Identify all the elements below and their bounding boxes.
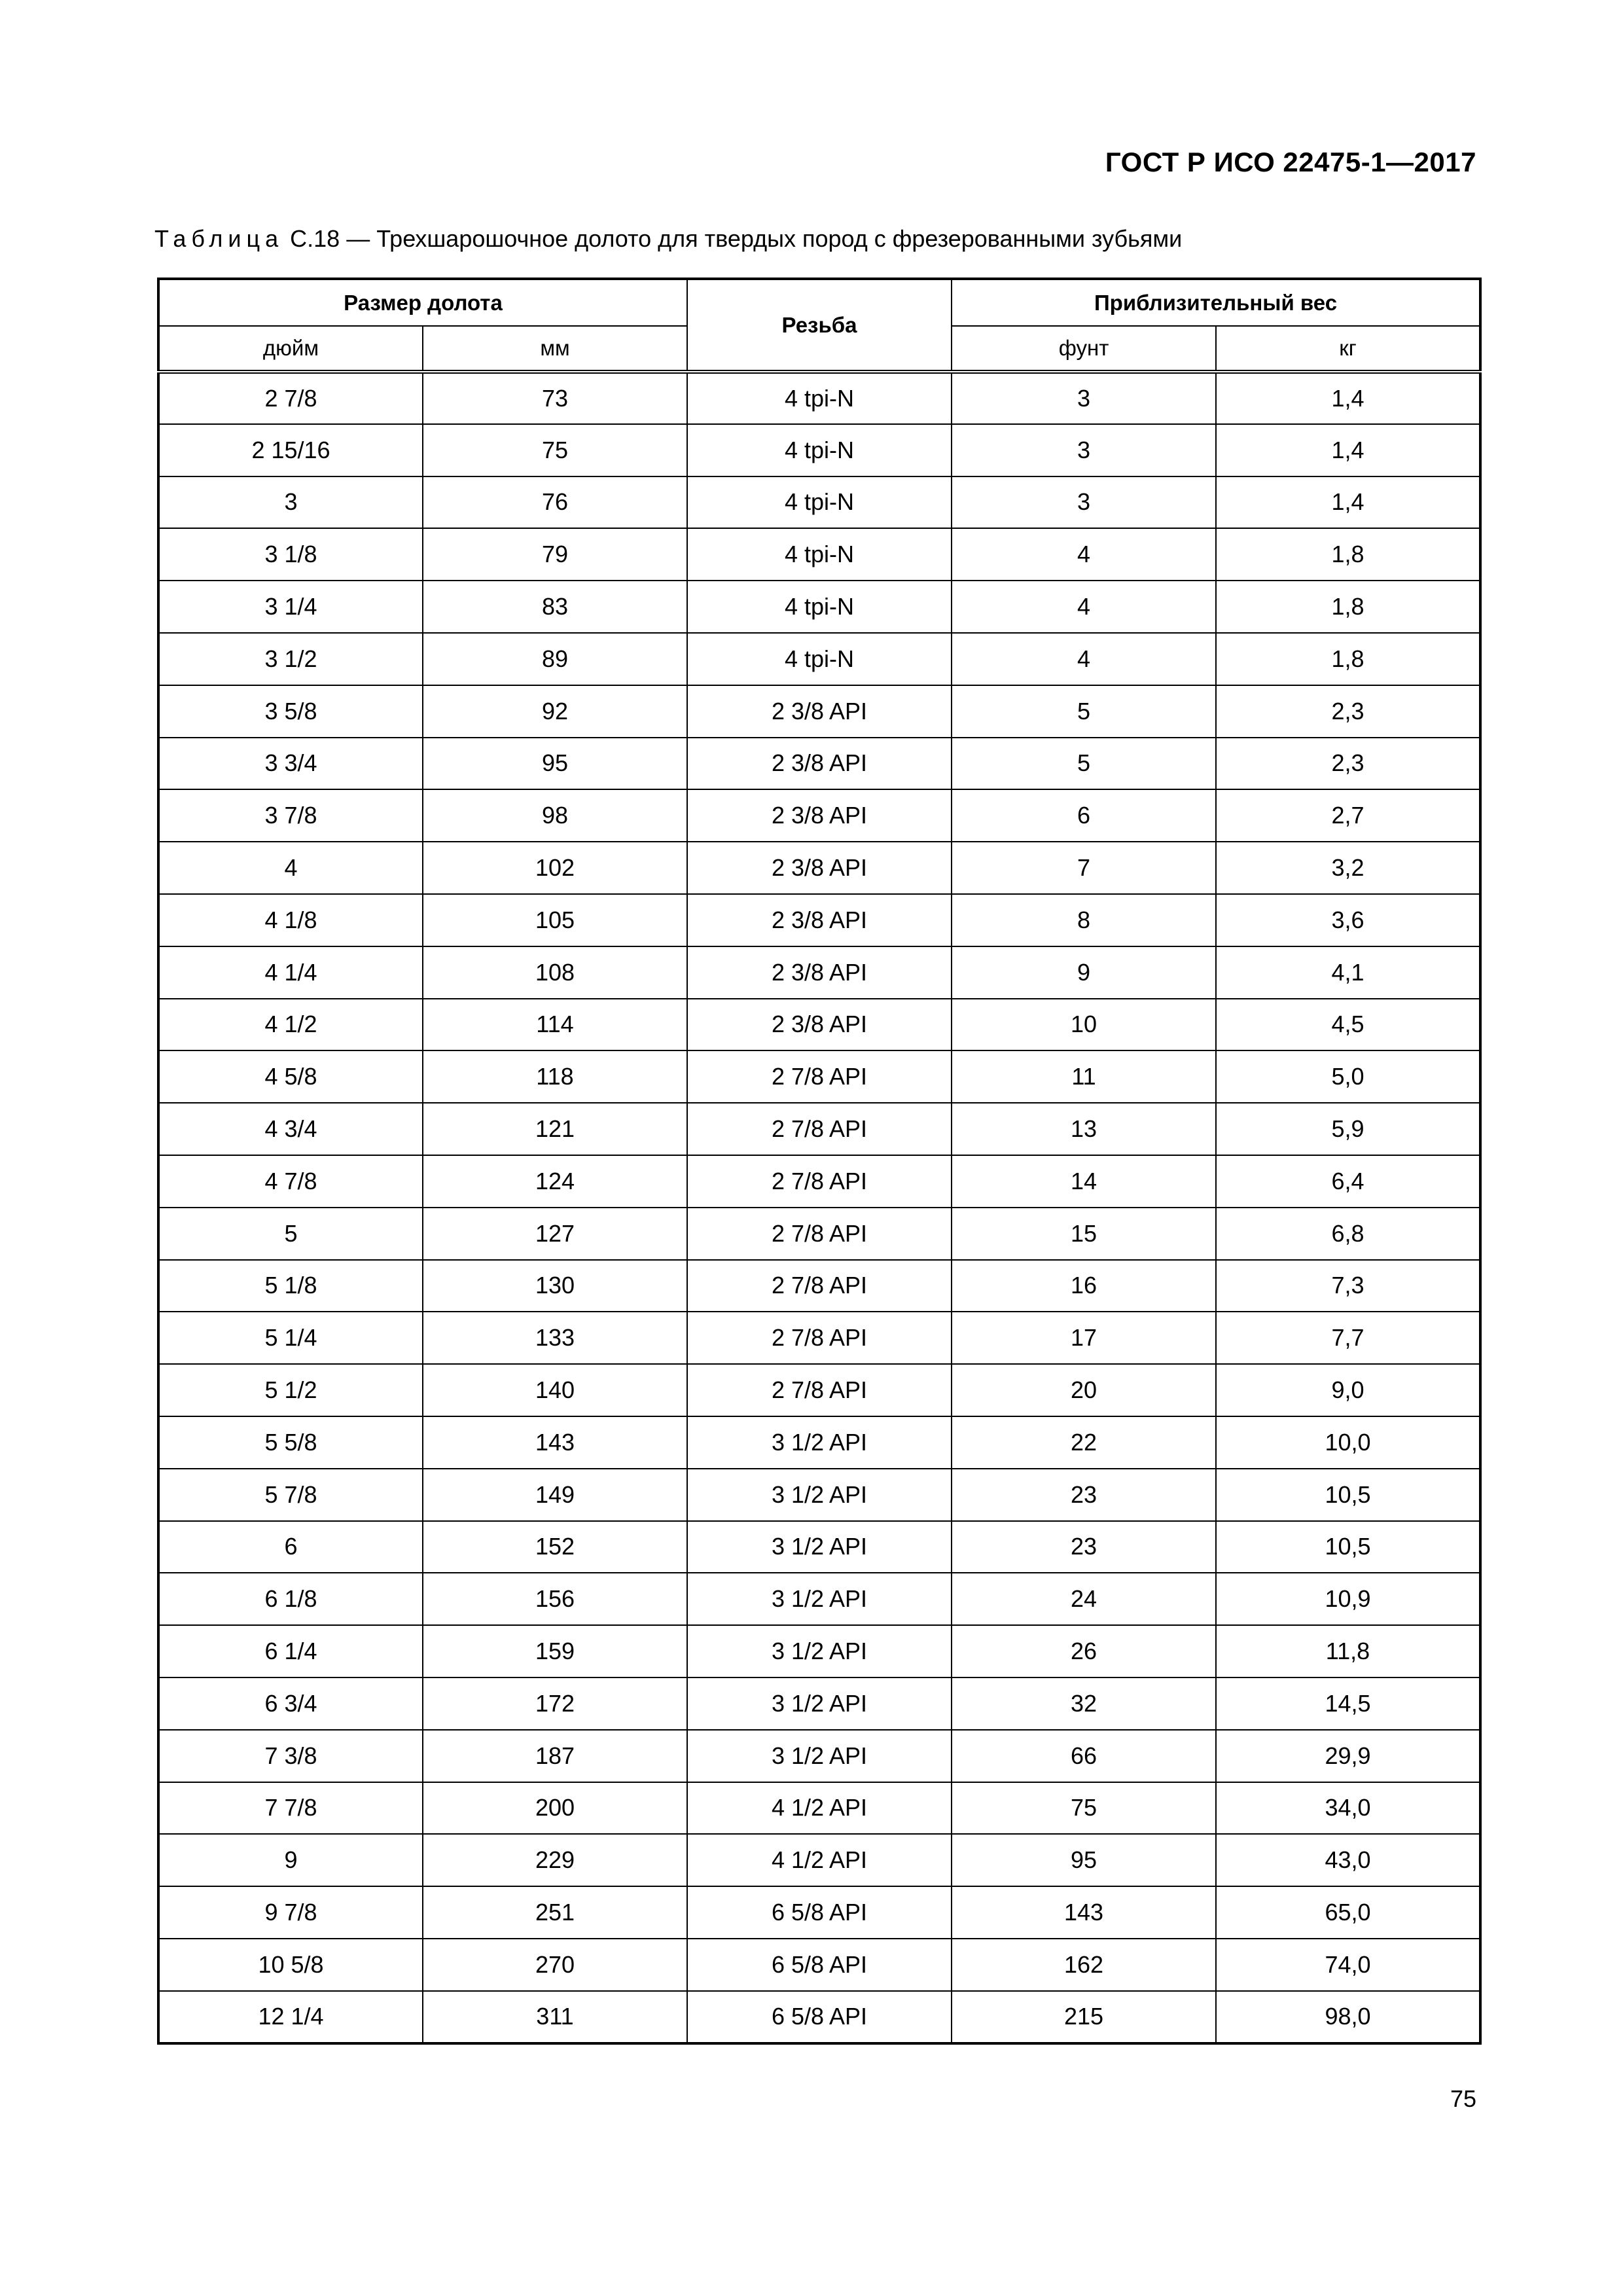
cell-lb: 14 — [952, 1155, 1216, 1208]
header-kg: кг — [1216, 326, 1480, 372]
cell-thread: 3 1/2 API — [687, 1521, 952, 1573]
cell-inch: 4 1/2 — [158, 999, 423, 1051]
table-row — [158, 1625, 1480, 1677]
cell-thread: 2 7/8 API — [687, 1260, 952, 1312]
table-row — [158, 946, 1480, 999]
cell-mm: 114 — [423, 999, 687, 1051]
cell-kg: 65,0 — [1216, 1886, 1480, 1939]
table-row — [158, 528, 1480, 581]
cell-kg: 3,6 — [1216, 894, 1480, 946]
cell-inch: 4 5/8 — [158, 1050, 423, 1103]
cell-lb: 10 — [952, 999, 1216, 1051]
cell-thread: 4 tpi-N — [687, 476, 952, 529]
cell-mm: 121 — [423, 1103, 687, 1155]
cell-kg: 7,3 — [1216, 1260, 1480, 1312]
cell-lb: 26 — [952, 1625, 1216, 1677]
cell-inch: 5 1/4 — [158, 1312, 423, 1364]
cell-thread: 2 7/8 API — [687, 1050, 952, 1103]
cell-mm: 159 — [423, 1625, 687, 1677]
cell-kg: 10,5 — [1216, 1469, 1480, 1521]
cell-inch: 5 1/2 — [158, 1364, 423, 1416]
table-row — [158, 1155, 1480, 1208]
cell-lb: 22 — [952, 1416, 1216, 1469]
cell-kg: 43,0 — [1216, 1834, 1480, 1886]
cell-mm: 98 — [423, 789, 687, 842]
header-bit-size: Размер долота — [158, 279, 687, 326]
cell-mm: 105 — [423, 894, 687, 946]
cell-kg: 1,8 — [1216, 581, 1480, 633]
cell-inch: 3 5/8 — [158, 685, 423, 738]
table-row — [158, 685, 1480, 738]
cell-inch: 2 15/16 — [158, 424, 423, 476]
cell-lb: 3 — [952, 372, 1216, 424]
cell-inch: 6 1/8 — [158, 1573, 423, 1625]
cell-kg: 1,4 — [1216, 476, 1480, 529]
cell-thread: 4 tpi-N — [687, 633, 952, 685]
cell-thread: 6 5/8 API — [687, 1991, 952, 2043]
cell-kg: 2,3 — [1216, 685, 1480, 738]
cell-kg: 1,4 — [1216, 424, 1480, 476]
cell-inch: 5 5/8 — [158, 1416, 423, 1469]
cell-lb: 11 — [952, 1050, 1216, 1103]
cell-lb: 15 — [952, 1208, 1216, 1260]
cell-mm: 127 — [423, 1208, 687, 1260]
cell-kg: 4,1 — [1216, 946, 1480, 999]
cell-mm: 152 — [423, 1521, 687, 1573]
cell-mm: 143 — [423, 1416, 687, 1469]
table-header — [158, 279, 1480, 372]
cell-lb: 8 — [952, 894, 1216, 946]
cell-kg: 14,5 — [1216, 1677, 1480, 1730]
cell-kg: 29,9 — [1216, 1730, 1480, 1782]
cell-inch: 7 7/8 — [158, 1782, 423, 1835]
table-row — [158, 1573, 1480, 1625]
cell-inch: 10 5/8 — [158, 1939, 423, 1991]
cell-inch: 3 — [158, 476, 423, 529]
table-row — [158, 1834, 1480, 1886]
cell-lb: 5 — [952, 685, 1216, 738]
cell-thread: 2 3/8 API — [687, 894, 952, 946]
cell-mm: 79 — [423, 528, 687, 581]
cell-thread: 2 3/8 API — [687, 946, 952, 999]
header-lb: фунт — [952, 326, 1216, 372]
cell-kg: 5,9 — [1216, 1103, 1480, 1155]
cell-inch: 4 3/4 — [158, 1103, 423, 1155]
cell-lb: 9 — [952, 946, 1216, 999]
cell-thread: 2 7/8 API — [687, 1103, 952, 1155]
table-caption-text: С.18 — Трехшарошочное долото для твердых пород с фрезерованными зубьями — [283, 225, 1183, 252]
cell-inch: 9 7/8 — [158, 1886, 423, 1939]
cell-inch: 3 1/4 — [158, 581, 423, 633]
cell-kg: 98,0 — [1216, 1991, 1480, 2043]
header-inch: дюйм — [158, 326, 423, 372]
cell-kg: 10,9 — [1216, 1573, 1480, 1625]
cell-inch: 5 7/8 — [158, 1469, 423, 1521]
cell-thread: 2 3/8 API — [687, 999, 952, 1051]
table-row — [158, 1521, 1480, 1573]
cell-mm: 149 — [423, 1469, 687, 1521]
cell-mm: 172 — [423, 1677, 687, 1730]
cell-thread: 4 tpi-N — [687, 424, 952, 476]
cell-kg: 1,4 — [1216, 372, 1480, 424]
table-caption — [154, 225, 1182, 253]
cell-lb: 95 — [952, 1834, 1216, 1886]
cell-thread: 6 5/8 API — [687, 1939, 952, 1991]
cell-thread: 2 3/8 API — [687, 842, 952, 894]
table-row — [158, 581, 1480, 633]
cell-mm: 133 — [423, 1312, 687, 1364]
cell-mm: 75 — [423, 424, 687, 476]
cell-kg: 7,7 — [1216, 1312, 1480, 1364]
cell-lb: 6 — [952, 789, 1216, 842]
cell-lb: 16 — [952, 1260, 1216, 1312]
header-mm: мм — [423, 326, 687, 372]
cell-mm: 92 — [423, 685, 687, 738]
cell-inch: 6 — [158, 1521, 423, 1573]
cell-mm: 270 — [423, 1939, 687, 1991]
cell-thread: 2 3/8 API — [687, 738, 952, 790]
cell-lb: 66 — [952, 1730, 1216, 1782]
table-row — [158, 1886, 1480, 1939]
cell-thread: 3 1/2 API — [687, 1625, 952, 1677]
cell-thread: 2 3/8 API — [687, 789, 952, 842]
table-row — [158, 1312, 1480, 1364]
cell-lb: 23 — [952, 1469, 1216, 1521]
cell-mm: 311 — [423, 1991, 687, 2043]
table-row — [158, 1416, 1480, 1469]
cell-lb: 24 — [952, 1573, 1216, 1625]
table-row — [158, 1260, 1480, 1312]
cell-lb: 23 — [952, 1521, 1216, 1573]
cell-kg: 6,4 — [1216, 1155, 1480, 1208]
document-standard-header: ГОСТ Р ИСО 22475-1—2017 — [1105, 147, 1476, 177]
cell-kg: 2,7 — [1216, 789, 1480, 842]
cell-lb: 7 — [952, 842, 1216, 894]
cell-lb: 4 — [952, 581, 1216, 633]
cell-thread: 2 7/8 API — [687, 1155, 952, 1208]
cell-mm: 140 — [423, 1364, 687, 1416]
cell-thread: 4 tpi-N — [687, 528, 952, 581]
cell-kg: 10,0 — [1216, 1416, 1480, 1469]
cell-mm: 118 — [423, 1050, 687, 1103]
header-thread: Резьба — [687, 279, 952, 372]
cell-thread: 3 1/2 API — [687, 1416, 952, 1469]
cell-lb: 162 — [952, 1939, 1216, 1991]
cell-kg: 4,5 — [1216, 999, 1480, 1051]
table-row — [158, 894, 1480, 946]
cell-inch: 4 1/8 — [158, 894, 423, 946]
cell-inch: 6 3/4 — [158, 1677, 423, 1730]
table-row — [158, 1782, 1480, 1835]
cell-kg: 1,8 — [1216, 528, 1480, 581]
cell-thread: 6 5/8 API — [687, 1886, 952, 1939]
table-row — [158, 372, 1480, 424]
cell-lb: 20 — [952, 1364, 1216, 1416]
table-caption-label: Таблица — [154, 225, 284, 252]
cell-lb: 13 — [952, 1103, 1216, 1155]
cell-thread: 4 1/2 API — [687, 1782, 952, 1835]
cell-mm: 187 — [423, 1730, 687, 1782]
cell-mm: 124 — [423, 1155, 687, 1208]
cell-thread: 4 tpi-N — [687, 581, 952, 633]
header-approx-weight: Приблизительный вес — [952, 279, 1480, 326]
cell-kg: 3,2 — [1216, 842, 1480, 894]
cell-inch: 3 1/2 — [158, 633, 423, 685]
cell-mm: 102 — [423, 842, 687, 894]
cell-inch: 5 1/8 — [158, 1260, 423, 1312]
cell-inch: 4 7/8 — [158, 1155, 423, 1208]
cell-mm: 108 — [423, 946, 687, 999]
table-row — [158, 424, 1480, 476]
cell-mm: 200 — [423, 1782, 687, 1835]
cell-thread: 3 1/2 API — [687, 1469, 952, 1521]
cell-thread: 3 1/2 API — [687, 1677, 952, 1730]
cell-mm: 229 — [423, 1834, 687, 1886]
cell-mm: 83 — [423, 581, 687, 633]
table-row — [158, 842, 1480, 894]
cell-kg: 6,8 — [1216, 1208, 1480, 1260]
cell-thread: 2 7/8 API — [687, 1364, 952, 1416]
cell-kg: 9,0 — [1216, 1364, 1480, 1416]
cell-inch: 5 — [158, 1208, 423, 1260]
cell-inch: 3 3/4 — [158, 738, 423, 790]
cell-thread: 3 1/2 API — [687, 1573, 952, 1625]
table-row — [158, 476, 1480, 529]
cell-thread: 3 1/2 API — [687, 1730, 952, 1782]
cell-lb: 32 — [952, 1677, 1216, 1730]
cell-kg: 11,8 — [1216, 1625, 1480, 1677]
cell-lb: 4 — [952, 633, 1216, 685]
cell-lb: 3 — [952, 424, 1216, 476]
cell-lb: 75 — [952, 1782, 1216, 1835]
cell-thread: 4 1/2 API — [687, 1834, 952, 1886]
cell-thread: 2 3/8 API — [687, 685, 952, 738]
cell-mm: 251 — [423, 1886, 687, 1939]
cell-inch: 4 1/4 — [158, 946, 423, 999]
cell-mm: 156 — [423, 1573, 687, 1625]
table-row — [158, 789, 1480, 842]
cell-inch: 7 3/8 — [158, 1730, 423, 1782]
table-row — [158, 1469, 1480, 1521]
cell-thread: 4 tpi-N — [687, 372, 952, 424]
table-row — [158, 1103, 1480, 1155]
cell-mm: 73 — [423, 372, 687, 424]
table-row — [158, 1939, 1480, 1991]
cell-kg: 10,5 — [1216, 1521, 1480, 1573]
cell-kg: 2,3 — [1216, 738, 1480, 790]
table-row — [158, 1208, 1480, 1260]
cell-mm: 130 — [423, 1260, 687, 1312]
cell-kg: 5,0 — [1216, 1050, 1480, 1103]
table-row — [158, 633, 1480, 685]
cell-lb: 143 — [952, 1886, 1216, 1939]
table-row — [158, 1050, 1480, 1103]
table-row — [158, 1730, 1480, 1782]
cell-kg: 74,0 — [1216, 1939, 1480, 1991]
bit-spec-table — [157, 278, 1482, 2045]
table-row — [158, 1991, 1480, 2043]
cell-mm: 89 — [423, 633, 687, 685]
cell-inch: 6 1/4 — [158, 1625, 423, 1677]
cell-inch: 9 — [158, 1834, 423, 1886]
table-body — [158, 372, 1480, 2043]
cell-mm: 95 — [423, 738, 687, 790]
cell-inch: 4 — [158, 842, 423, 894]
table-row — [158, 999, 1480, 1051]
cell-lb: 3 — [952, 476, 1216, 529]
cell-thread: 2 7/8 API — [687, 1208, 952, 1260]
cell-lb: 215 — [952, 1991, 1216, 2043]
page-number: 75 — [1450, 2085, 1476, 2112]
cell-inch: 3 1/8 — [158, 528, 423, 581]
cell-lb: 17 — [952, 1312, 1216, 1364]
cell-inch: 2 7/8 — [158, 372, 423, 424]
cell-inch: 3 7/8 — [158, 789, 423, 842]
cell-mm: 76 — [423, 476, 687, 529]
table-row — [158, 738, 1480, 790]
cell-kg: 34,0 — [1216, 1782, 1480, 1835]
cell-thread: 2 7/8 API — [687, 1312, 952, 1364]
table-row — [158, 1677, 1480, 1730]
cell-inch: 12 1/4 — [158, 1991, 423, 2043]
table-row — [158, 1364, 1480, 1416]
cell-lb: 4 — [952, 528, 1216, 581]
cell-lb: 5 — [952, 738, 1216, 790]
cell-kg: 1,8 — [1216, 633, 1480, 685]
